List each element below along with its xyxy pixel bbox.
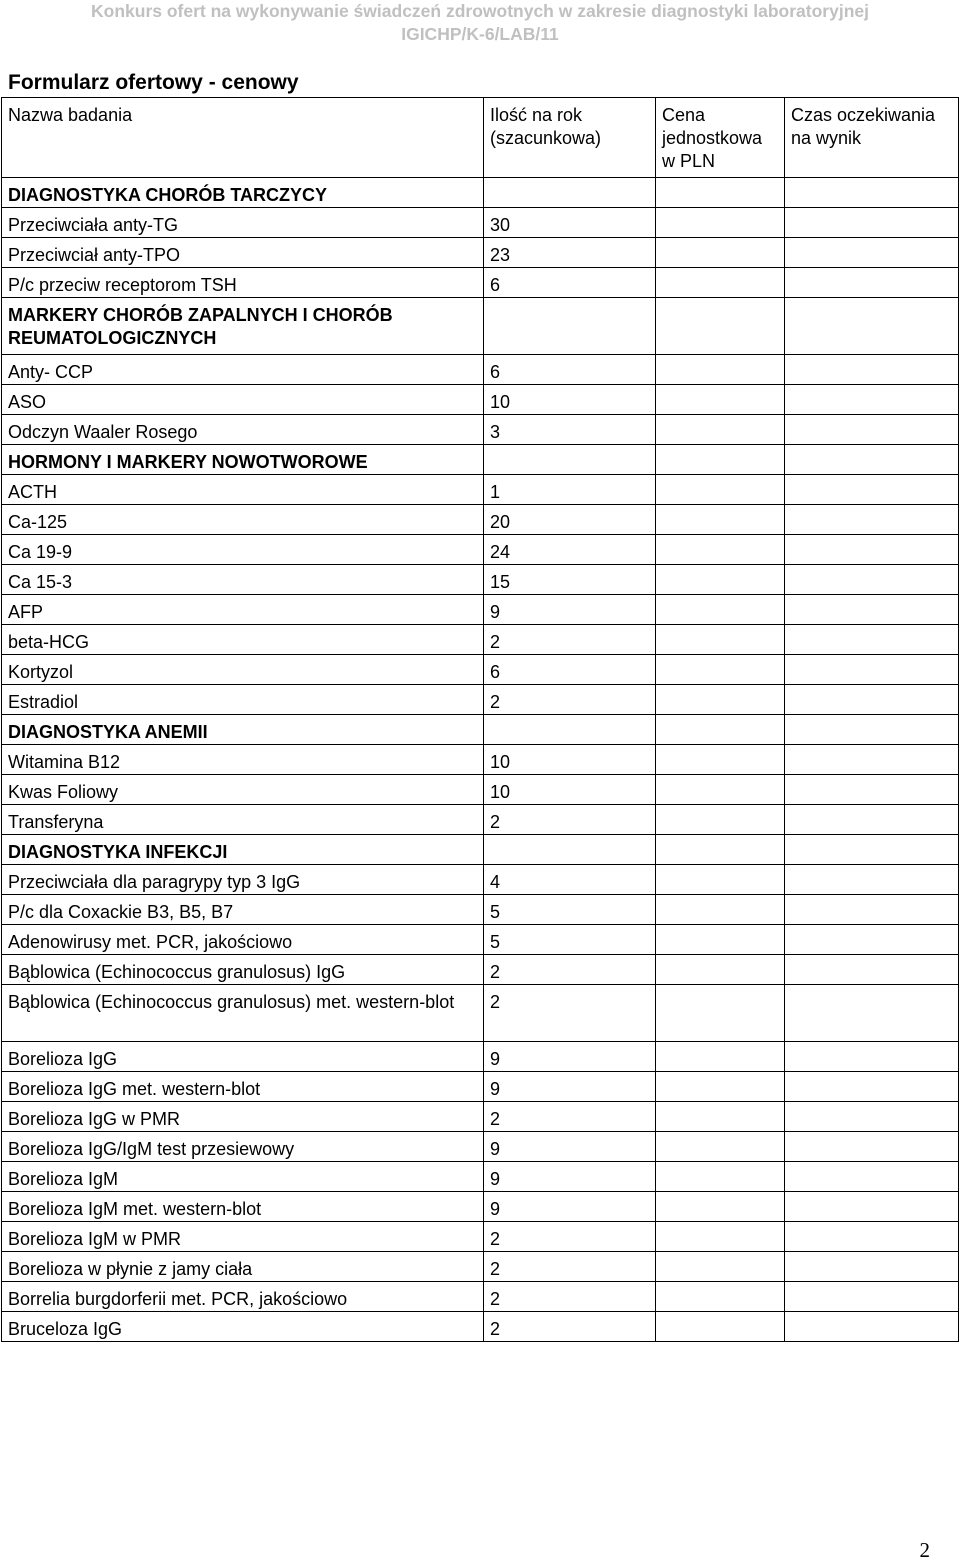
- quantity-cell: 10: [484, 745, 656, 775]
- section-row: [2, 178, 959, 208]
- header-title: Konkurs ofert na wykonywanie świadczeń zdrowotnych w zakresie diagnostyki laboratoryjnej: [91, 1, 869, 21]
- table-row: [2, 1072, 959, 1102]
- test-name-cell: AFP: [2, 595, 484, 625]
- table-row: [2, 1162, 959, 1192]
- wait-time-cell: [785, 805, 959, 835]
- table-row: [2, 595, 959, 625]
- table-row: [2, 355, 959, 385]
- section-heading: DIAGNOSTYKA ANEMII: [2, 715, 484, 745]
- quantity-cell: 2: [484, 625, 656, 655]
- wait-time-cell: [785, 1042, 959, 1072]
- unit-price-cell: [656, 1132, 785, 1162]
- wait-time-cell: [785, 1132, 959, 1162]
- unit-price-cell: [656, 415, 785, 445]
- quantity-cell: 2: [484, 1222, 656, 1252]
- test-name-cell: beta-HCG: [2, 625, 484, 655]
- table-row: [2, 565, 959, 595]
- unit-price-cell: [656, 208, 785, 238]
- wait-time-cell: [785, 1282, 959, 1312]
- test-name-cell: Przeciwciał anty-TPO: [2, 238, 484, 268]
- unit-price-cell: [656, 805, 785, 835]
- test-name-cell: Witamina B12: [2, 745, 484, 775]
- test-name-cell: Przeciwciała anty-TG: [2, 208, 484, 238]
- section-heading: DIAGNOSTYKA CHORÓB TARCZYCY: [2, 178, 484, 208]
- wait-time-cell: [785, 1102, 959, 1132]
- test-name-cell: Transferyna: [2, 805, 484, 835]
- quantity-cell: 2: [484, 1282, 656, 1312]
- table-row: [2, 1312, 959, 1342]
- unit-price-cell: [656, 178, 785, 208]
- wait-time-cell: [785, 1222, 959, 1252]
- quantity-cell: 2: [484, 1312, 656, 1342]
- page-number: 2: [919, 1538, 930, 1562]
- unit-price-cell: [656, 1192, 785, 1222]
- wait-time-cell: [785, 415, 959, 445]
- header-reference: IGICHP/K-6/LAB/11: [401, 24, 559, 44]
- wait-time-cell: [785, 208, 959, 238]
- unit-price-cell: [656, 715, 785, 745]
- test-name-cell: Adenowirusy met. PCR, jakościowo: [2, 925, 484, 955]
- test-name-cell: Bruceloza IgG: [2, 1312, 484, 1342]
- column-header-wait-time: Czas oczekiwania na wynik: [785, 98, 959, 178]
- unit-price-cell: [656, 385, 785, 415]
- test-name-cell: Kwas Foliowy: [2, 775, 484, 805]
- test-name-cell: Odczyn Waaler Rosego: [2, 415, 484, 445]
- test-name-cell: Borrelia burgdorferii met. PCR, jakościowo: [2, 1282, 484, 1312]
- quantity-cell: 9: [484, 595, 656, 625]
- unit-price-cell: [656, 835, 785, 865]
- wait-time-cell: [785, 925, 959, 955]
- unit-price-cell: [656, 505, 785, 535]
- quantity-cell: [484, 445, 656, 475]
- wait-time-cell: [785, 268, 959, 298]
- wait-time-cell: [785, 238, 959, 268]
- test-name-cell: Ca 15-3: [2, 565, 484, 595]
- table-row: [2, 1192, 959, 1222]
- wait-time-cell: [785, 445, 959, 475]
- wait-time-cell: [785, 298, 959, 355]
- table-row: [2, 1102, 959, 1132]
- test-name-cell: Anty- CCP: [2, 355, 484, 385]
- table-row: [2, 985, 959, 1042]
- test-name-cell: ACTH: [2, 475, 484, 505]
- quantity-cell: 15: [484, 565, 656, 595]
- unit-price-cell: [656, 238, 785, 268]
- quantity-cell: 6: [484, 355, 656, 385]
- quantity-cell: 2: [484, 685, 656, 715]
- quantity-cell: 9: [484, 1132, 656, 1162]
- table-row: [2, 865, 959, 895]
- quantity-cell: 10: [484, 775, 656, 805]
- table-row: [2, 535, 959, 565]
- quantity-cell: 23: [484, 238, 656, 268]
- table-body: [2, 178, 959, 1342]
- test-name-cell: Borelioza IgG w PMR: [2, 1102, 484, 1132]
- test-name-cell: Bąblowica (Echinococcus granulosus) met. western-blot: [2, 985, 484, 1042]
- wait-time-cell: [785, 505, 959, 535]
- quantity-cell: 6: [484, 268, 656, 298]
- table-row: [2, 955, 959, 985]
- quantity-cell: 2: [484, 985, 656, 1042]
- wait-time-cell: [785, 955, 959, 985]
- price-table: [1, 97, 959, 1342]
- test-name-cell: Ca-125: [2, 505, 484, 535]
- unit-price-cell: [656, 1222, 785, 1252]
- wait-time-cell: [785, 178, 959, 208]
- unit-price-cell: [656, 565, 785, 595]
- quantity-cell: 2: [484, 1252, 656, 1282]
- quantity-cell: [484, 298, 656, 355]
- wait-time-cell: [785, 715, 959, 745]
- unit-price-cell: [656, 895, 785, 925]
- test-name-cell: ASO: [2, 385, 484, 415]
- table-row: [2, 1222, 959, 1252]
- wait-time-cell: [785, 475, 959, 505]
- quantity-cell: 5: [484, 895, 656, 925]
- table-row: [2, 925, 959, 955]
- test-name-cell: Borelioza w płynie z jamy ciała: [2, 1252, 484, 1282]
- wait-time-cell: [785, 835, 959, 865]
- test-name-cell: Borelioza IgM: [2, 1162, 484, 1192]
- quantity-cell: 2: [484, 805, 656, 835]
- quantity-cell: [484, 835, 656, 865]
- quantity-cell: 9: [484, 1042, 656, 1072]
- wait-time-cell: [785, 1162, 959, 1192]
- unit-price-cell: [656, 475, 785, 505]
- test-name-cell: P/c przeciw receptorom TSH: [2, 268, 484, 298]
- quantity-cell: 20: [484, 505, 656, 535]
- quantity-cell: 10: [484, 385, 656, 415]
- wait-time-cell: [785, 385, 959, 415]
- unit-price-cell: [656, 298, 785, 355]
- wait-time-cell: [785, 1252, 959, 1282]
- wait-time-cell: [785, 685, 959, 715]
- quantity-cell: 9: [484, 1072, 656, 1102]
- test-name-cell: Przeciwciała dla paragrypy typ 3 IgG: [2, 865, 484, 895]
- quantity-cell: [484, 715, 656, 745]
- unit-price-cell: [656, 535, 785, 565]
- table-row: [2, 1042, 959, 1072]
- table-row: [2, 805, 959, 835]
- table-row: [2, 745, 959, 775]
- test-name-cell: Borelioza IgM w PMR: [2, 1222, 484, 1252]
- unit-price-cell: [656, 775, 785, 805]
- wait-time-cell: [785, 625, 959, 655]
- unit-price-cell: [656, 445, 785, 475]
- quantity-cell: 6: [484, 655, 656, 685]
- column-header-unit-price: Cena jednostkowa w PLN: [656, 98, 785, 178]
- quantity-cell: 5: [484, 925, 656, 955]
- test-name-cell: Kortyzol: [2, 655, 484, 685]
- wait-time-cell: [785, 355, 959, 385]
- quantity-cell: 2: [484, 1102, 656, 1132]
- unit-price-cell: [656, 865, 785, 895]
- form-title: Formularz ofertowy - cenowy: [8, 71, 299, 94]
- test-name-cell: Borelioza IgG met. western-blot: [2, 1072, 484, 1102]
- unit-price-cell: [656, 955, 785, 985]
- quantity-cell: [484, 178, 656, 208]
- wait-time-cell: [785, 535, 959, 565]
- column-header-name: Nazwa badania: [2, 98, 484, 178]
- table-row: [2, 655, 959, 685]
- quantity-cell: 1: [484, 475, 656, 505]
- section-row: [2, 835, 959, 865]
- quantity-cell: 9: [484, 1192, 656, 1222]
- quantity-cell: 30: [484, 208, 656, 238]
- table-header-row: [2, 98, 959, 178]
- table-row: [2, 775, 959, 805]
- unit-price-cell: [656, 925, 785, 955]
- unit-price-cell: [656, 268, 785, 298]
- table-row: [2, 1252, 959, 1282]
- unit-price-cell: [656, 685, 785, 715]
- test-name-cell: Ca 19-9: [2, 535, 484, 565]
- unit-price-cell: [656, 1072, 785, 1102]
- unit-price-cell: [656, 625, 785, 655]
- unit-price-cell: [656, 1312, 785, 1342]
- table-row: [2, 385, 959, 415]
- table-row: [2, 895, 959, 925]
- unit-price-cell: [656, 355, 785, 385]
- test-name-cell: P/c dla Coxackie B3, B5, B7: [2, 895, 484, 925]
- page-header: [0, 0, 960, 46]
- table-row: [2, 208, 959, 238]
- quantity-cell: 2: [484, 955, 656, 985]
- table-row: [2, 415, 959, 445]
- wait-time-cell: [785, 1192, 959, 1222]
- section-heading: DIAGNOSTYKA INFEKCJI: [2, 835, 484, 865]
- table-row: [2, 1282, 959, 1312]
- quantity-cell: 4: [484, 865, 656, 895]
- wait-time-cell: [785, 1312, 959, 1342]
- test-name-cell: Estradiol: [2, 685, 484, 715]
- column-header-quantity: Ilość na rok (szacunkowa): [484, 98, 656, 178]
- wait-time-cell: [785, 1072, 959, 1102]
- wait-time-cell: [785, 565, 959, 595]
- unit-price-cell: [656, 1042, 785, 1072]
- table-row: [2, 625, 959, 655]
- wait-time-cell: [785, 745, 959, 775]
- quantity-cell: 3: [484, 415, 656, 445]
- table-row: [2, 685, 959, 715]
- section-heading: HORMONY I MARKERY NOWOTWOROWE: [2, 445, 484, 475]
- unit-price-cell: [656, 985, 785, 1042]
- unit-price-cell: [656, 655, 785, 685]
- table-row: [2, 238, 959, 268]
- unit-price-cell: [656, 595, 785, 625]
- test-name-cell: Borelioza IgG: [2, 1042, 484, 1072]
- table-row: [2, 505, 959, 535]
- section-heading: MARKERY CHORÓB ZAPALNYCH I CHORÓB REUMATOLOGICZNYCH: [2, 298, 484, 355]
- unit-price-cell: [656, 1282, 785, 1312]
- wait-time-cell: [785, 595, 959, 625]
- section-row: [2, 445, 959, 475]
- wait-time-cell: [785, 895, 959, 925]
- test-name-cell: Borelioza IgG/IgM test przesiewowy: [2, 1132, 484, 1162]
- quantity-cell: 9: [484, 1162, 656, 1192]
- wait-time-cell: [785, 865, 959, 895]
- wait-time-cell: [785, 655, 959, 685]
- unit-price-cell: [656, 745, 785, 775]
- table-row: [2, 475, 959, 505]
- wait-time-cell: [785, 775, 959, 805]
- unit-price-cell: [656, 1102, 785, 1132]
- table-row: [2, 1132, 959, 1162]
- unit-price-cell: [656, 1162, 785, 1192]
- test-name-cell: Borelioza IgM met. western-blot: [2, 1192, 484, 1222]
- quantity-cell: 24: [484, 535, 656, 565]
- table-row: [2, 268, 959, 298]
- wait-time-cell: [785, 985, 959, 1042]
- test-name-cell: Bąblowica (Echinococcus granulosus) IgG: [2, 955, 484, 985]
- section-row: [2, 715, 959, 745]
- unit-price-cell: [656, 1252, 785, 1282]
- section-row: [2, 298, 959, 355]
